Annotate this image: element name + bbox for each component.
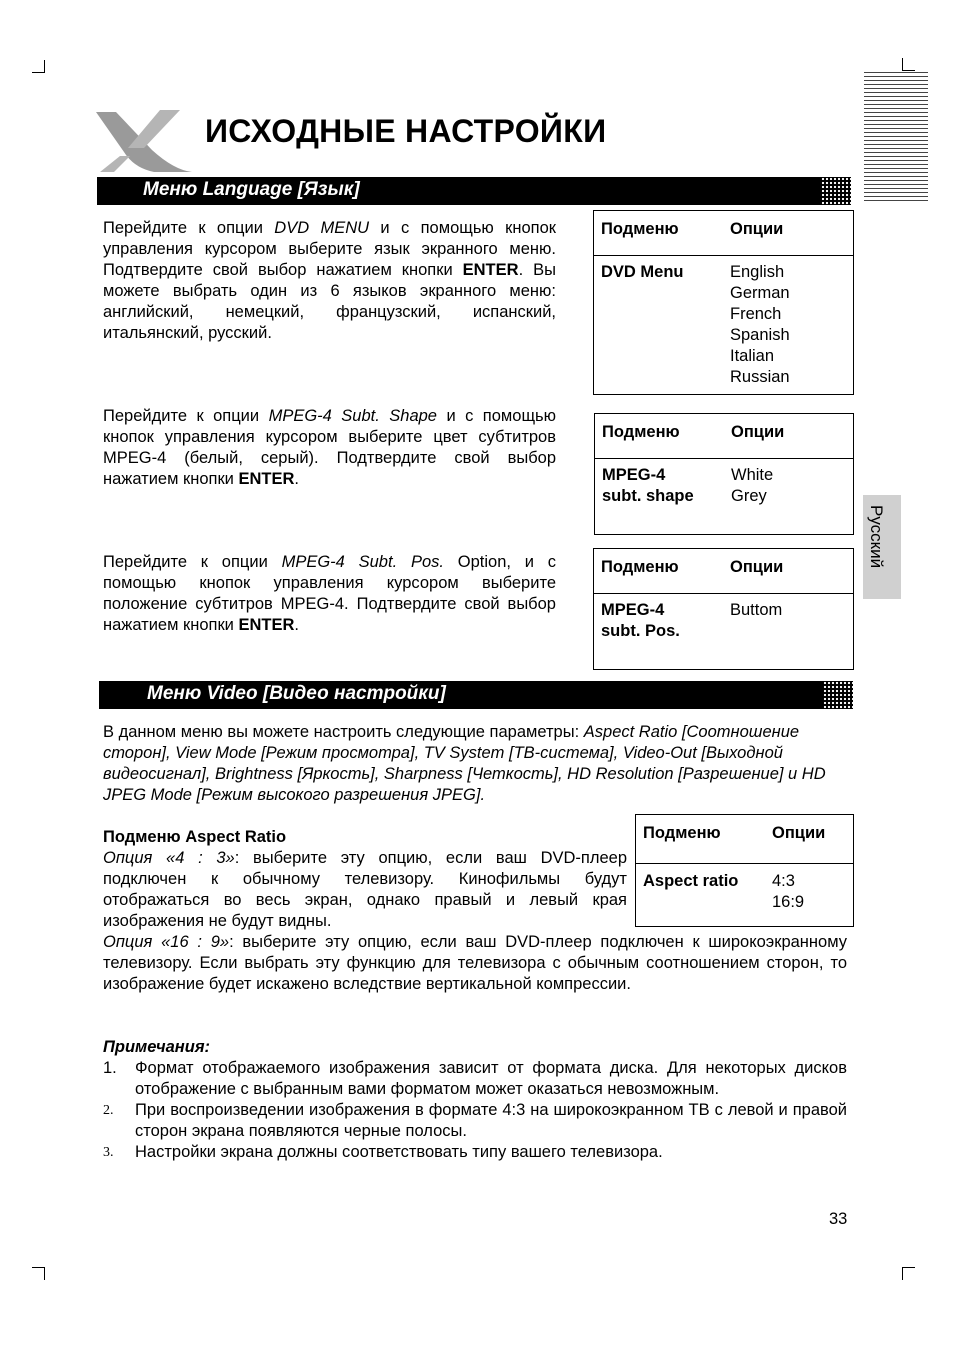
column-submenu: Подменю <box>643 824 721 842</box>
subt-pos-options-table <box>593 548 854 670</box>
column-submenu: Подменю <box>601 558 679 576</box>
table-header-row <box>594 549 853 594</box>
option-item: Grey <box>731 487 767 505</box>
option-item: German <box>730 284 790 302</box>
crop-mark-top-right <box>902 58 915 71</box>
submenu-mpeg4-subt-shape: MPEG-4 subt. shape <box>602 466 694 505</box>
page-number: 33 <box>829 1210 848 1228</box>
crop-mark-top-left <box>32 60 45 73</box>
submenu-aspect-ratio: Aspect ratio <box>643 872 739 890</box>
submenu-mpeg4-subt-pos: MPEG-4 subt. Pos. <box>601 601 680 640</box>
table-header-row <box>594 211 853 256</box>
video-section-title: Меню Video [Видео настройки] <box>147 683 446 704</box>
column-options: Опции <box>730 558 784 576</box>
crop-mark-bottom-left <box>32 1267 45 1280</box>
subt-shape-options-table <box>594 413 854 535</box>
page-title: ИСХОДНЫЕ НАСТРОЙКИ <box>205 113 607 149</box>
dvd-menu-options-table <box>593 210 854 395</box>
column-options: Опции <box>730 220 784 238</box>
options-list <box>730 262 790 388</box>
brand-logo-x <box>94 108 194 174</box>
dvd-menu-description: Перейдите к опции DVD MENU и с помощью кнопок управления курсором выберите язык экранного меню. Подтвердите свой выбор нажатием кнопки ENTER. Вы можете выбрать один из 6 языков экранного меню: английский, немецкий, французский, испанский, итальянский, русский. <box>103 219 556 342</box>
decorative-stripes <box>864 72 928 204</box>
options-list <box>730 600 782 621</box>
column-submenu: Подменю <box>601 220 679 238</box>
side-tab-label: Русский <box>867 505 886 569</box>
option-item: Italian <box>730 347 775 365</box>
video-section-header <box>99 681 853 709</box>
table-header-row <box>595 414 853 459</box>
option-item: Buttom <box>730 601 783 619</box>
column-submenu: Подменю <box>602 423 680 441</box>
option-item: English <box>730 263 785 281</box>
header-dots-decoration <box>823 681 853 709</box>
table-header-row <box>636 815 853 864</box>
aspect-ratio-heading: Подменю Aspect Ratio <box>103 828 287 846</box>
subt-shape-description: Перейдите к опции MPEG-4 Subt. Shape и с помощью кнопок управления курсором выберите цвет субтитров MPEG-4 (белый, серый). Подтвердите свой выбор нажатием кнопки ENTER. <box>103 407 556 488</box>
option-item: Spanish <box>730 326 790 344</box>
video-intro: В данном меню вы можете настроить следующие параметры: Aspect Ratio [Соотношение сторон], View Mode [Режим просмотра], TV System [ТВ-система], Video-Out [Выходной видеосигнал], Brightness [Яркость], Sharpness [Четкость], HD Resolution [Разрешение] и HD JPEG Mode [Режим высокого разрешения JPEG]. <box>103 723 826 804</box>
option-item: 16:9 <box>772 893 805 911</box>
language-side-tab <box>863 495 901 599</box>
language-section-title: Меню Language [Язык] <box>143 179 360 200</box>
option-item: White <box>731 466 774 484</box>
option-4-3-description: Опция «4 : 3»: выберите эту опцию, если ваш DVD-плеер подключен к обычному телевизору. Кинофильмы будут отображаться во весь экран, однако правый и левый края изображения не будут видны. <box>103 849 627 930</box>
option-item: Russian <box>730 368 790 386</box>
column-options: Опции <box>772 824 826 842</box>
option-item: 4:3 <box>772 872 795 890</box>
option-16-9-description: Опция «16 : 9»: выберите эту опцию, если ваш DVD-плеер подключен к широкоэкранному телевизору. Если выбрать эту функцию для телевизора с обычным соотношением сторон, то изображение будет искажено вследствие вертикальной компрессии. <box>103 933 847 993</box>
column-options: Опции <box>731 423 785 441</box>
option-item: French <box>730 305 782 323</box>
options-list <box>772 871 804 913</box>
notes-heading: Примечания: <box>103 1038 211 1056</box>
header-dots-decoration <box>821 177 851 205</box>
language-section-header <box>97 177 851 205</box>
aspect-ratio-options-table <box>635 814 854 927</box>
subt-pos-description: Перейдите к опции MPEG-4 Subt. Pos. Option, и с помощью кнопок управления курсором выберите положение субтитров MPEG-4. Подтвердите свой выбор нажатием кнопки ENTER. <box>103 553 556 634</box>
submenu-dvd-menu: DVD Menu <box>601 263 684 281</box>
crop-mark-bottom-right <box>902 1267 915 1280</box>
options-list <box>731 465 773 507</box>
